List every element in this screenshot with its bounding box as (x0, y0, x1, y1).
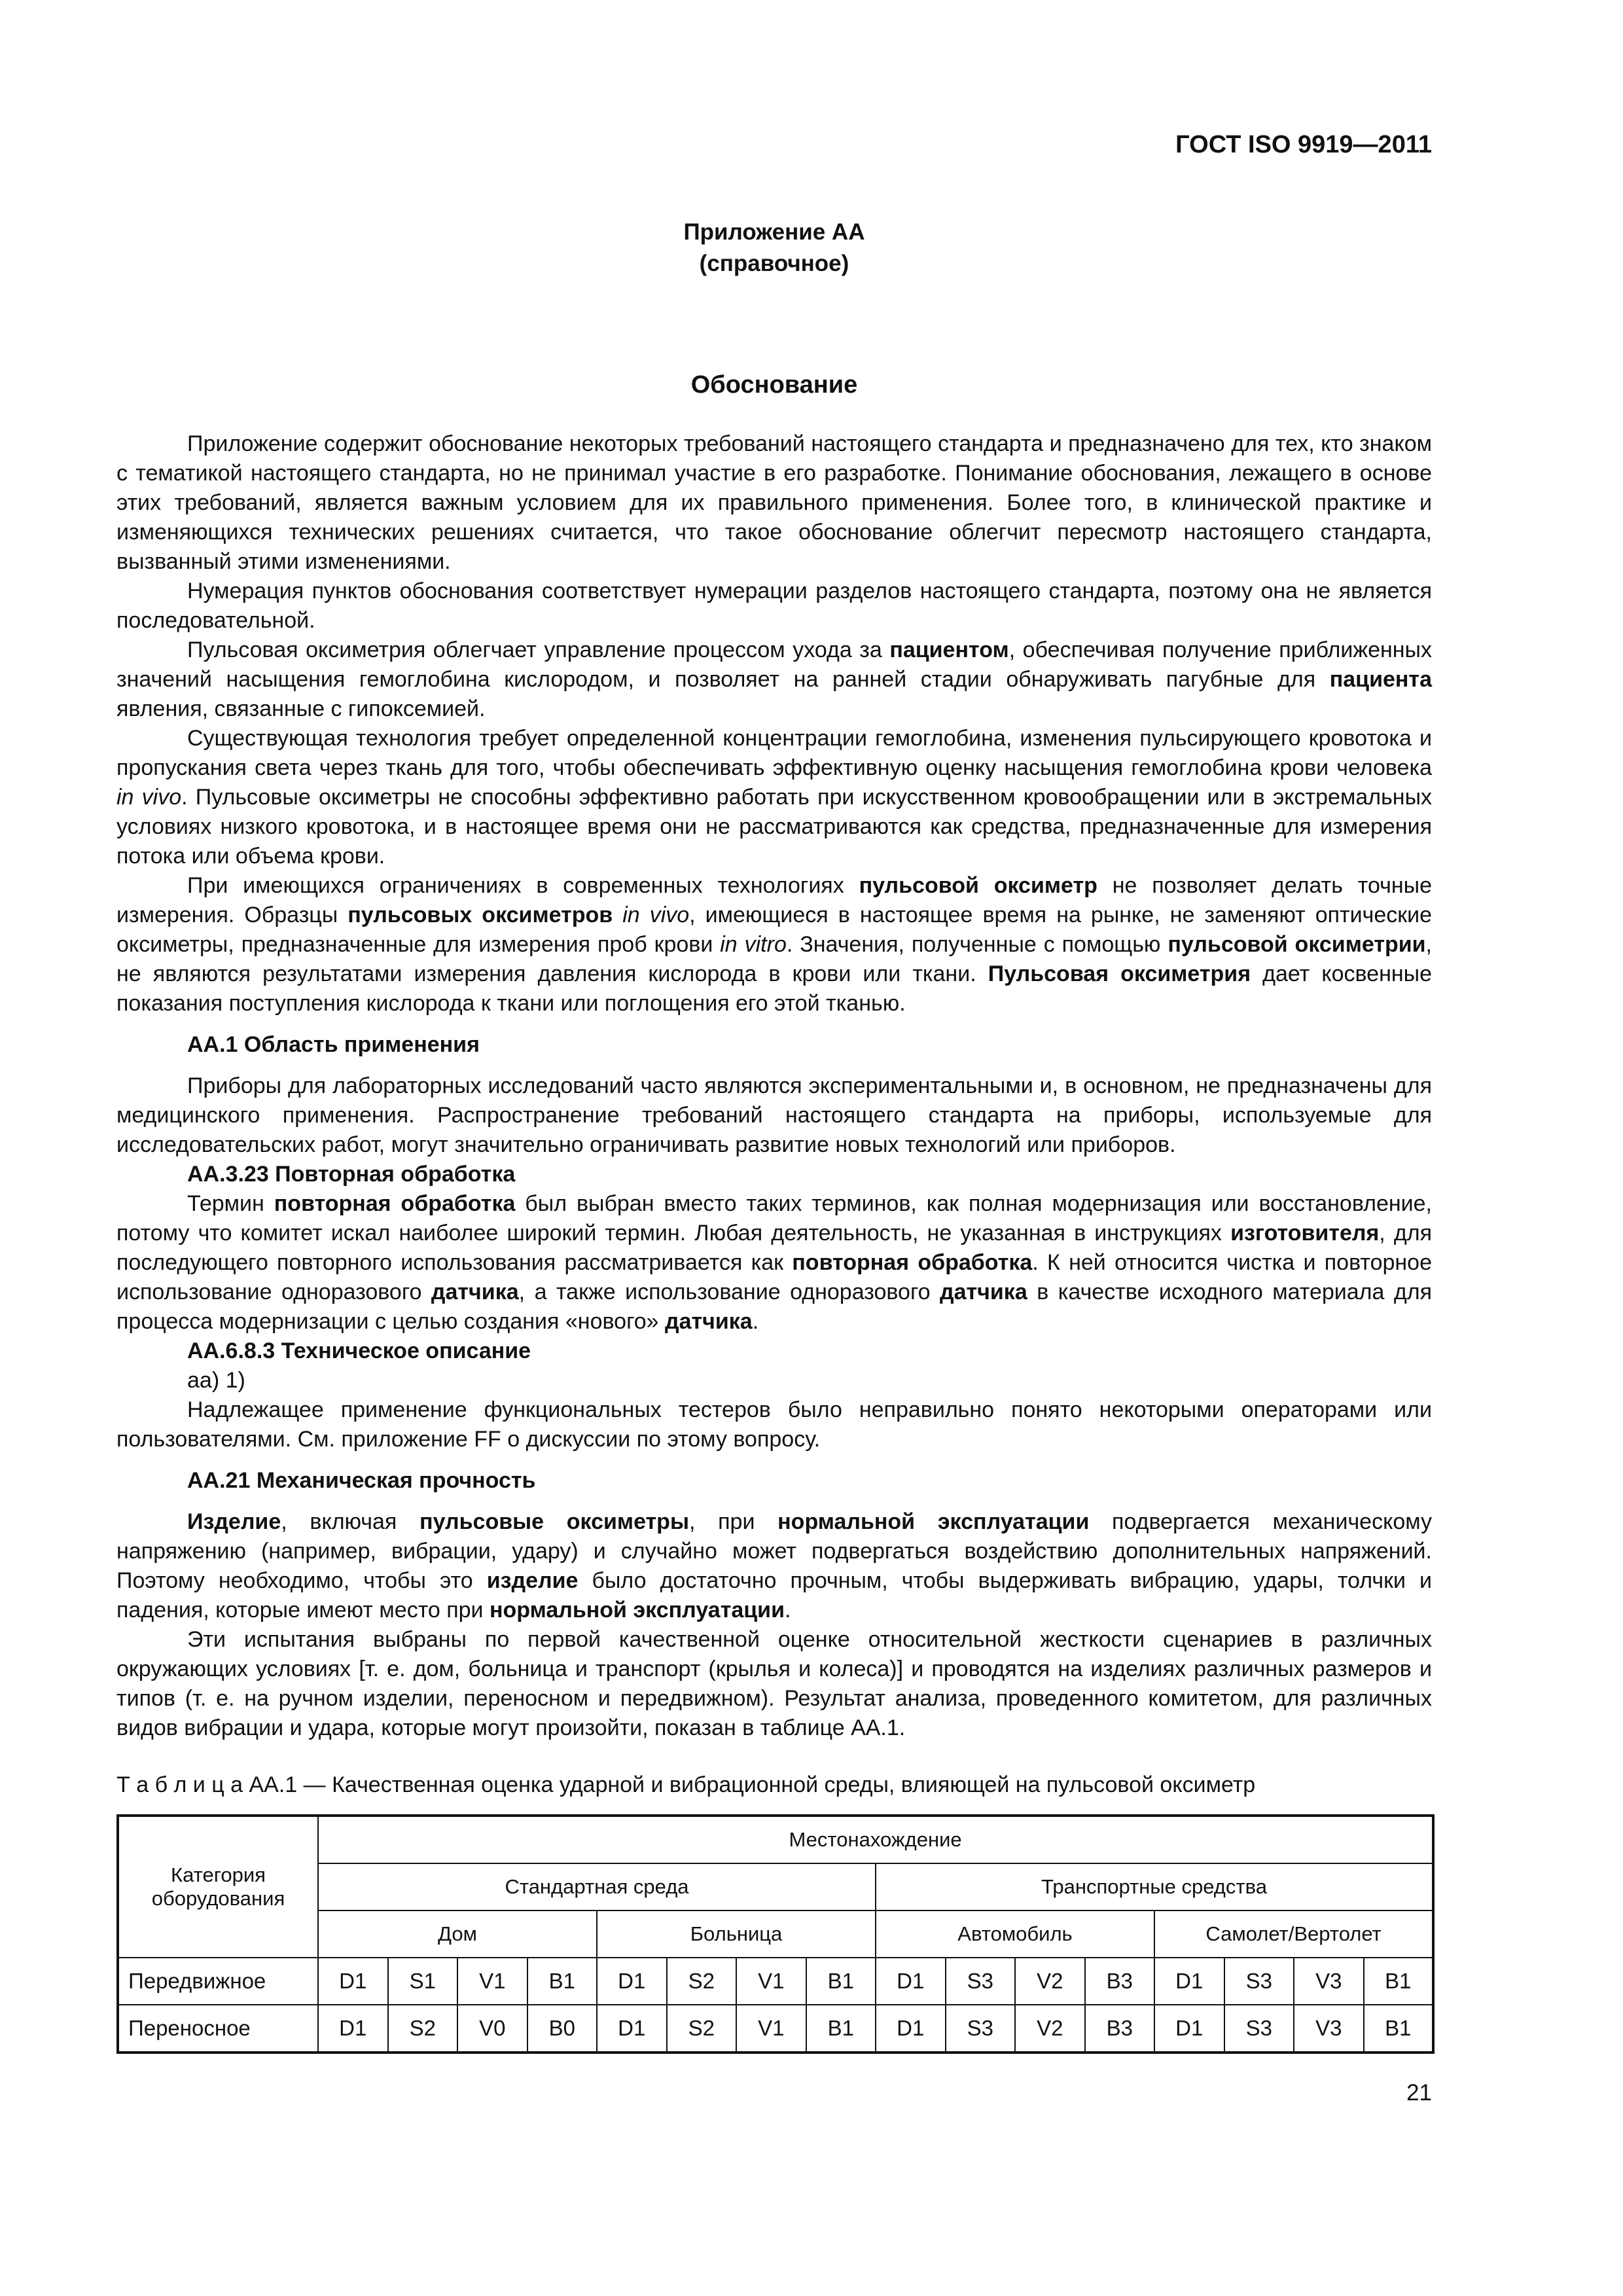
table-caption-text: АА.1 — Качественная оценка ударной и вибрационной среды, влияющей на пульсовой оксиметр (249, 1772, 1256, 1797)
aa323-paragraph: Термин повторная обработка был выбран вместо таких терминов, как полная модернизация или восстановление, потому что комитет искал наиболее широкий термин. Любая деятельность, не указанная в инструкциях изготовителя, для последующего повторного использования рассматривается как повторная обработка. К ней относится чистка и повторное использование одноразового датчика, а также использование одноразового датчика в качестве исходного материала для процесса модернизации с целью создания «нового» датчика. (116, 1191, 1433, 1334)
header-standard-env: Стандартная среда (318, 1863, 876, 1910)
table-cell: V0 (457, 2005, 527, 2053)
vibration-table (116, 1814, 1435, 2054)
table-cell: S2 (667, 2005, 737, 2053)
table-caption (116, 1770, 1432, 1800)
row-label: Переносное (118, 2005, 318, 2053)
table-cell: S3 (1224, 2005, 1294, 2053)
table-cell: S3 (946, 2005, 1016, 2053)
section-heading-aa683: АА.6.8.3 Техническое описание (187, 1338, 531, 1363)
table-cell: D1 (876, 2005, 946, 2053)
page-number: 21 (1406, 2080, 1432, 2106)
standard-designation: ГОСТ ISO 9919—2011 (1175, 131, 1432, 158)
table-cell: D1 (1154, 1958, 1224, 2005)
table-cell: D1 (318, 1958, 388, 2005)
intro-paragraph-5: При имеющихся ограничениях в современных технологиях пульсовой оксиметр не позволяет делать точные измерения. Образцы пульсовых оксиметров in vivo, имеющиеся в настоящее время на рынке, не заменяют оптические оксиметры, предназначенные для измерения проб крови in vitro. Значения, полученные с помощью пульсовой оксиметрии, не являются результатами измерения давления кислорода в крови или ткани. Пульсовая оксиметрия дает косвенные показания поступления кислорода к ткани или поглощения его этой тканью. (116, 873, 1433, 1016)
intro-paragraph-2: Нумерация пунктов обоснования соответствует нумерации разделов настоящего стандарта, поэтому она не является последовательной. (116, 579, 1432, 633)
section-heading-aa323: АА.3.23 Повторная обработка (187, 1162, 516, 1187)
table-cell: S3 (1224, 1958, 1294, 2005)
table-cell: D1 (597, 2005, 667, 2053)
table-cell: D1 (597, 1958, 667, 2005)
appendix-type: (справочное) (699, 251, 849, 276)
table-cell: V1 (736, 1958, 806, 2005)
table-cell: V2 (1015, 2005, 1085, 2053)
section-heading-aa21: АА.21 Механическая прочность (187, 1468, 536, 1493)
table-cell: B3 (1085, 1958, 1155, 2005)
table-cell: V1 (736, 2005, 806, 2053)
row-label: Передвижное (118, 1958, 318, 2005)
table-header-row-1 (118, 1816, 1433, 1863)
aa21-paragraph-1: Изделие, включая пульсовые оксиметры, при нормальной эксплуатации подвергается механическому напряжению (например, вибрации, удару) и случайно может подвергаться воздействию дополнительных напряжений. Поэтому необходимо, чтобы это изделие было достаточно прочным, чтобы выдерживать вибрацию, удары, толчки и падения, которые имеют место при нормальной эксплуатации. (116, 1509, 1432, 1623)
aa683-paragraph: Надлежащее применение функциональных тестеров было неправильно понято некоторыми операторами или пользователями. См. приложение FF о дискуссии по этому вопросу. (116, 1397, 1432, 1452)
table-cell: B1 (527, 1958, 597, 2005)
header-car: Автомобиль (876, 1910, 1154, 1958)
appendix-label: Приложение АА (683, 219, 865, 245)
header-category: Категория оборудования (118, 1816, 318, 1958)
table-cell: V2 (1015, 1958, 1085, 2005)
table-cell: B3 (1085, 2005, 1155, 2053)
table-cell: B1 (806, 1958, 876, 2005)
table-cell: B1 (806, 2005, 876, 2053)
table-cell: V1 (457, 1958, 527, 2005)
aa1-paragraph: Приборы для лабораторных исследований часто являются экспериментальными и, в основном, не предназначены для медицинского применения. Распространение требований настоящего стандарта на приборы, используемые для исследовательских работ, могут значительно ограничивать развитие новых технологий или приборов. (116, 1073, 1432, 1157)
table-cell: V3 (1294, 2005, 1364, 2053)
header-hospital: Больница (597, 1910, 876, 1958)
table-cell: S3 (946, 1958, 1016, 2005)
table-cell: S2 (667, 1958, 737, 2005)
header-plane: Самолет/Вертолет (1154, 1910, 1433, 1958)
table-cell: D1 (318, 2005, 388, 2053)
table-cell: V3 (1294, 1958, 1364, 2005)
header-location: Местонахождение (318, 1816, 1433, 1863)
aa21-paragraph-2: Эти испытания выбраны по первой качественной оценке относительной жесткости сценариев в различных окружающих условиях [т. е. дом, больница и транспорт (крылья и колеса)] и проводятся на изделиях различных размеров и типов (т. е. на ручном изделии, переносном и передвижном). Результат анализа, проведенного комитетом, для различных видов вибрации и удара, которые могут произойти, показан в таблице АА.1. (116, 1627, 1432, 1740)
table-row (118, 2005, 1433, 2053)
table-cell: S2 (388, 2005, 458, 2053)
intro-paragraph-4: Существующая технология требует определенной концентрации гемоглобина, изменения пульсирующего кровотока и пропускания света через ткань для того, чтобы обеспечивать эффективную оценку насыщения гемоглобина крови человека in vivo. Пульсовые оксиметры не способны эффективно работать при искусственном кровообращении или в экстремальных условиях низкого кровотока, и в настоящее время они не рассматриваются как средства, предназначенные для измерения потока или объема крови. (116, 726, 1433, 869)
intro-paragraph-3: Пульсовая оксиметрия облегчает управление процессом ухода за пациентом, обеспечивая получение приближенных значений насыщения гемоглобина кислородом, и позволяет на ранней стадии обнаруживать пагубные для пациента явления, связанные с гипоксемией. (116, 637, 1432, 721)
table-cell: D1 (1154, 2005, 1224, 2053)
table-cell: B0 (527, 2005, 597, 2053)
page-title: Обоснование (690, 371, 858, 399)
intro-paragraph-1: Приложение содержит обоснование некоторых требований настоящего стандарта и предназначено для тех, кто знаком с тематикой настоящего стандарта, но не принимал участие в его разработке. Понимание обоснования, лежащего в основе этих требований, является важным условием для их правильного применения. Более того, в клинической практике и изменяющихся технических решениях считается, что такое обоснование облегчит пересмотр настоящего стандарта, вызванный этими изменениями. (116, 431, 1432, 574)
table-caption-label: Т а б л и ц а (116, 1772, 243, 1797)
header-transport: Транспортные средства (876, 1863, 1433, 1910)
table-cell: D1 (876, 1958, 946, 2005)
aa683-subitem: аа) 1) (187, 1368, 245, 1393)
table-cell: B1 (1364, 1958, 1434, 2005)
document-page (116, 131, 1432, 2054)
header-home: Дом (318, 1910, 597, 1958)
section-heading-aa1: АА.1 Область применения (187, 1032, 480, 1057)
table-cell: S1 (388, 1958, 458, 2005)
table-row (118, 1958, 1433, 2005)
table-cell: B1 (1364, 2005, 1434, 2053)
